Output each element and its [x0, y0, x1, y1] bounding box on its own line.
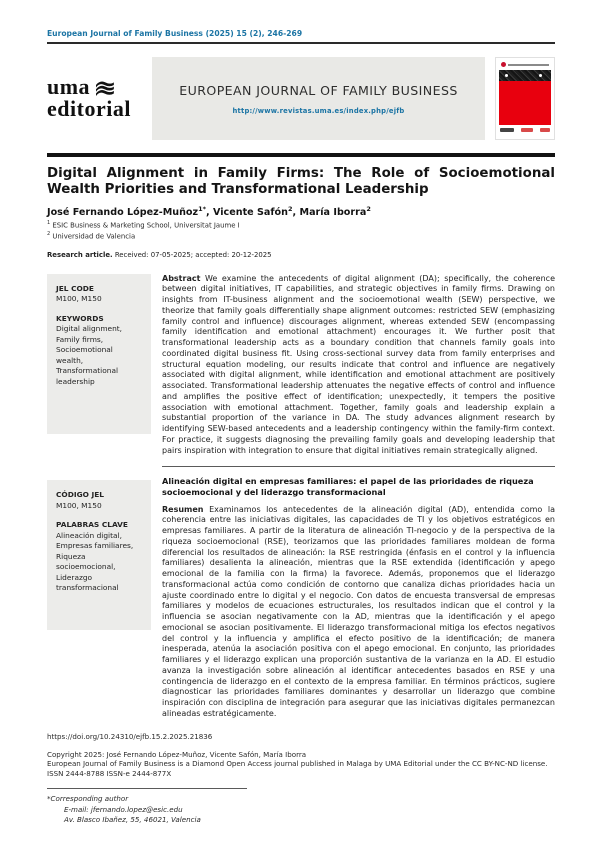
- cover-title-mark: [508, 64, 549, 66]
- palabras-clave-label: PALABRAS CLAVE: [56, 520, 128, 530]
- affiliations: [47, 220, 555, 242]
- english-section: [47, 274, 555, 457]
- keywords-label: KEYWORDS: [56, 313, 104, 323]
- journal-url-link[interactable]: http://www.revistas.uma.es/index.php/ejfb: [232, 106, 405, 115]
- resumen-text: Examinamos los antecedentes de la alineación digital (AD), entendida como la coherencia entre las iniciativas digitales, las capacidades de TI y los objetivos estratégicos en empresas familiares. A partir de la literatura de alineación TI-negocio y de la perspectiva de la riqueza socioemocional (RSE), teorizamos que las prioridades familiares moldean de forma diferencial los resultados de alineación: la RSE restringida (énfasis en el control y la influencia familiares) desalienta la alineación, mientras que la RSE extendida (identificación y apego emocional de la familia con la firma) la favorece. Además, proponemos que el liderazgo transformacional actúa como condición de contorno que canaliza dichas prioridades hacia un ajuste coordinado entre lo digital y el negocio. Con datos de encuesta transversal de empresas familiares y modelos de ecuaciones estructurales, los resultados indican que el control y la influencia se asocian negativamente con la AD, mientras que la identificación y el apego emocional se asocian positivamente. El liderazgo transformacional mitiga los efectos negativos del control y la influencia y amplifica el efecto positivo de la identificación; de manera inesperada, atenúa la asociación positiva con el apego emocional. En conjunto, las prioridades familiares y el liderazgo explican una proporción sustantiva de la varianza en la AD. El estudio avanza la investigación sobre alineación al identificar antecedentes basados en RSE y una contingencia de liderazgo en el contexto de la empresa familiar. En términos prácticos, sugiere diagnosticar las prioridades familiares dominantes y desarrollar un liderazgo que combine inspiración con disciplina de integración para asegurar que las iniciativas digitales permanezcan alineadas estratégicamente.: [162, 504, 555, 718]
- cover-footer-mark-license: [540, 128, 550, 132]
- cover-band-dot-right: [539, 74, 542, 77]
- jel-codes: M100, M150: [56, 294, 102, 304]
- palabras-clave-list: Alineación digital, Empresas familiares, Riqueza socioemocional, Liderazgo transformacional: [56, 530, 134, 593]
- publisher-logo-text-editorial: editorial: [47, 95, 131, 121]
- running-head: [47, 0, 555, 44]
- footnote-divider: [47, 788, 247, 789]
- cover-footer-row: [499, 128, 551, 132]
- cover-logo-icon: [501, 62, 506, 67]
- article-title: Digital Alignment in Family Firms: The Role of Socioemotional Wealth Priorities and Transformational Leadership: [47, 166, 555, 198]
- uma-book-icon: [94, 79, 115, 96]
- journal-name: EUROPEAN JOURNAL OF FAMILY BUSINESS: [179, 82, 458, 98]
- received-accepted-dates: Received: 07-05-2025; accepted: 20-12-2025: [112, 250, 272, 259]
- copyright-block: [47, 750, 555, 780]
- cover-band-dot-left: [505, 74, 508, 77]
- author-name: María Iborra: [299, 206, 367, 218]
- resumen-label: Resumen: [162, 504, 204, 514]
- spanish-title: Alineación digital en empresas familiares: el papel de las prioridades de riqueza socioemocional y del liderazgo transformacional: [162, 476, 534, 497]
- copyright-line: Copyright 2025: José Fernando López-Muñoz, Vicente Safón, María Iborra: [47, 749, 307, 759]
- jel-keywords-box-es: [47, 480, 151, 630]
- journal-banner: [152, 57, 485, 140]
- authors-line: José Fernando López-Muñoz$^{1*}$, Vicente Safón$^2$, María Iborra$^2$: [47, 204, 371, 218]
- license-line: European Journal of Family Business is a Diamond Open Access journal published in Malaga by UMA Editorial under the CC BY-NC-ND license. ISSN 2444-8788 ISSN-e 2444-877X: [47, 759, 548, 779]
- resumen: [162, 505, 555, 720]
- keywords-list: Digital alignment, Family firms, Socioemotional wealth, Transformational leadership: [56, 324, 123, 386]
- author-affiliation-mark: 1*: [198, 204, 206, 213]
- abstract-divider-row: [47, 456, 555, 476]
- codigo-jel-label: CÓDIGO JEL: [56, 490, 105, 500]
- spanish-section: [47, 476, 555, 719]
- author-affiliation-mark: 2: [287, 204, 293, 213]
- author-name: José Fernando López-Muñoz: [47, 206, 199, 218]
- publisher-logo: [47, 57, 150, 140]
- cover-red-panel: [499, 81, 551, 125]
- affiliation-line: $^1$ ESIC Business & Marketing School, Universitat Jaume I: [47, 219, 240, 230]
- jel-keywords-box-en: [47, 274, 151, 434]
- corresponding-author-address: Av. Blasco Ibañez, 55, 46021, Valencia: [64, 814, 201, 824]
- abstract-label: Abstract: [162, 273, 201, 283]
- abstract-text: We examine the antecedents of digital alignment (DA); specifically, the coherence between digital initiatives, IT capabilities, and strategic objectives in family firms. Drawing on insights from IT-business alignment and the socioemotional wealth (SEW) perspective, we theorize that family goals differentially shape alignment outcomes: restricted SEW (emphasizing family control and influence) discourages alignment, whereas extended SEW (encompassing family identification and emotional attachment) encourages it. We further posit that transformational leadership acts as a boundary condition that channels family goals into coordinated digital business fit. Using cross-sectional survey data from family enterprises and structural equation modeling, our results indicate that control and influence are negatively associated with digital alignment, while identification and emotional attachment are positively associated. Transformational leadership attenuates the negative effects of control and influence and amplifies the positive effect of identification; unexpectedly, it tempers the positive association with emotional attachment. Together, family goals and leadership explain a substantial proportion of the variance in DA. The study advances alignment research by identifying SEW-based antecedents and a leadership contingency within the family-firm context. For practice, it suggests diagnosing the prevailing family goals and developing leadership that pairs inspiration with integration to ensure that digital initiatives remain strategically aligned.: [162, 273, 555, 455]
- corresponding-author-email[interactable]: E-mail: jfernando.lopez@esic.edu: [64, 804, 183, 814]
- running-head-citation: European Journal of Family Business (2025) 15 (2), 246-269: [47, 29, 555, 44]
- cover-masthead-row: [501, 62, 549, 67]
- author-name: Vicente Safón: [213, 206, 288, 218]
- masthead: [47, 57, 555, 140]
- jel-code-label: JEL CODE: [56, 283, 94, 293]
- author-affiliation-mark: 2: [366, 204, 371, 213]
- article-history: [47, 251, 555, 259]
- codigo-jel-codes: M100, M150: [56, 500, 102, 510]
- abstract-divider: [162, 466, 555, 467]
- publisher-logo-text-uma: uma: [47, 74, 91, 100]
- cover-footer-mark-volume: [500, 128, 514, 132]
- cover-footer-mark-publisher: [521, 128, 533, 132]
- doi-link[interactable]: https://doi.org/10.24310/ejfb.15.2.2025.21836: [47, 731, 213, 741]
- abstract: [162, 274, 555, 457]
- cover-pattern-band: [499, 70, 551, 81]
- journal-cover-thumbnail: [495, 57, 555, 140]
- corresponding-author-label: *Corresponding author: [47, 794, 129, 804]
- affiliation-line: $^2$ Universidad de Valencia: [47, 230, 136, 240]
- article-type-label: Research article.: [47, 250, 113, 259]
- corresponding-author-block: [47, 794, 555, 825]
- section-rule: [47, 153, 555, 157]
